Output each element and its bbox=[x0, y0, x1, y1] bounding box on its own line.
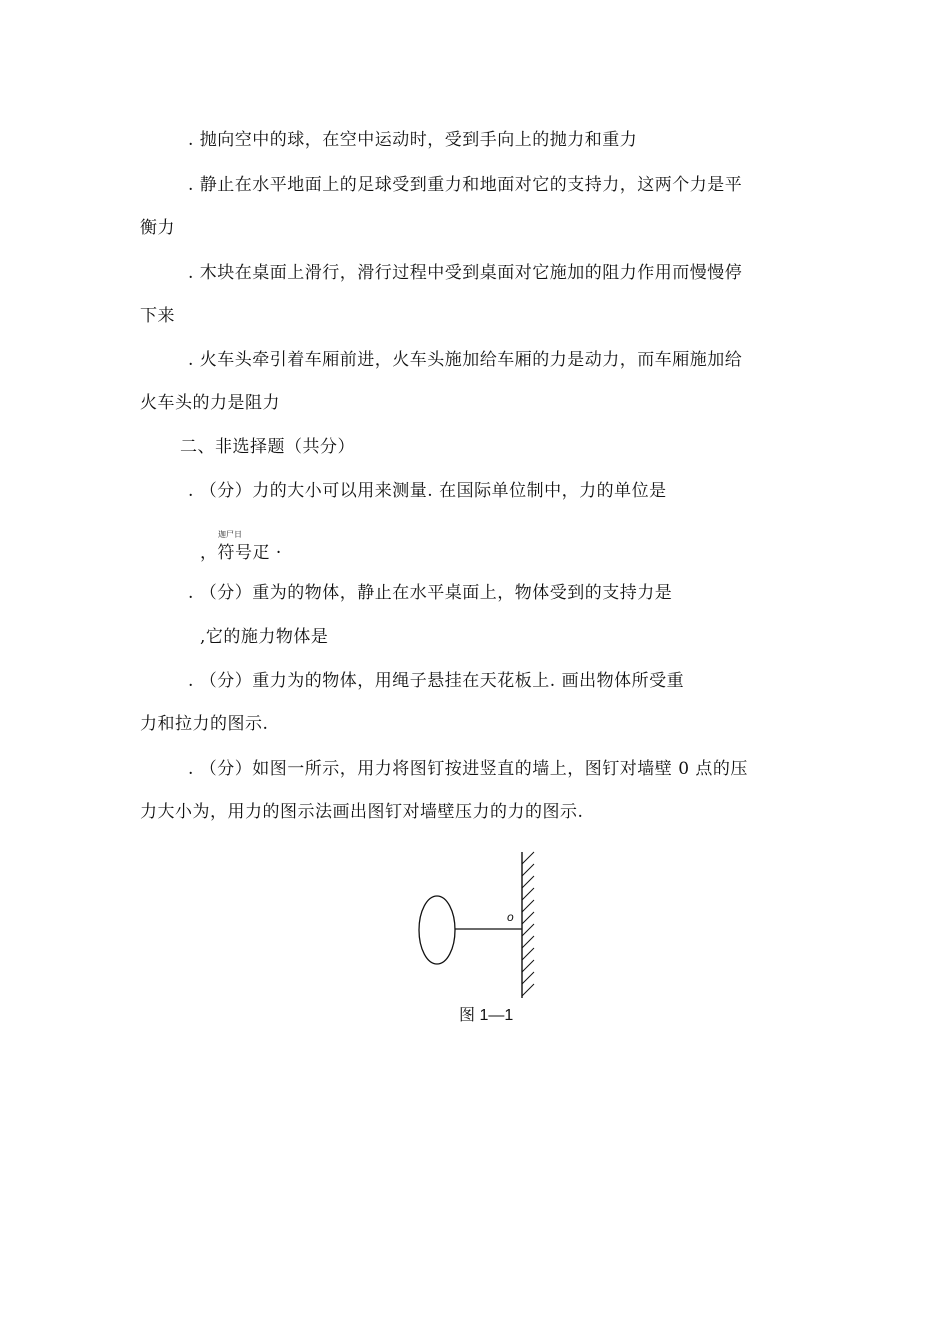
text-line-2: . 静止在水平地面上的足球受到重力和地面对它的支持力，这两个力是平 bbox=[188, 175, 743, 195]
text-line-10: ，符号疋 · bbox=[200, 543, 282, 563]
text-line-15: . （分）如图一所示，用力将图钉按进竖直的墙上，图钉对墙壁 0 点的压 bbox=[188, 759, 748, 779]
text-line-11: . （分）重为的物体，静止在水平桌面上，物体受到的支持力是 bbox=[188, 583, 673, 603]
text-line-7: 火车头的力是阻力 bbox=[140, 393, 280, 413]
figure-caption: 图 1—1 bbox=[459, 1007, 514, 1024]
text-line-13: . （分）重力为的物体，用绳子悬挂在天花板上. 画出物体所受重 bbox=[188, 671, 685, 691]
text-line-5: 下来 bbox=[140, 306, 175, 326]
text-line-1: . 抛向空中的球，在空中运动时，受到手向上的抛力和重力 bbox=[188, 130, 638, 150]
wall-hatching bbox=[522, 852, 534, 996]
text-line-4: . 木块在桌面上滑行，滑行过程中受到桌面对它施加的阻力作用而慢慢停 bbox=[188, 263, 743, 283]
section-heading: 二、非选择题（共分） bbox=[180, 437, 355, 457]
thumbtack-wall-figure bbox=[410, 848, 550, 1006]
point-o-label: o bbox=[507, 910, 514, 924]
text-line-3: 衡力 bbox=[140, 218, 175, 238]
text-line-14: 力和拉力的图示. bbox=[140, 714, 269, 734]
text-line-16: 力大小为，用力的图示法画出图钉对墙壁压力的力的图示. bbox=[140, 802, 584, 822]
text-line-6: . 火车头牵引着车厢前进，火车头施加给车厢的力是动力，而车厢施加给 bbox=[188, 350, 743, 370]
text-line-12: ,它的施力物体是 bbox=[200, 627, 329, 647]
thumbtack-head bbox=[419, 896, 455, 964]
text-line-9: . （分）力的大小可以用来测量. 在国际单位制中，力的单位是 bbox=[188, 481, 667, 501]
small-annotation: 迦尸日 bbox=[218, 530, 242, 539]
